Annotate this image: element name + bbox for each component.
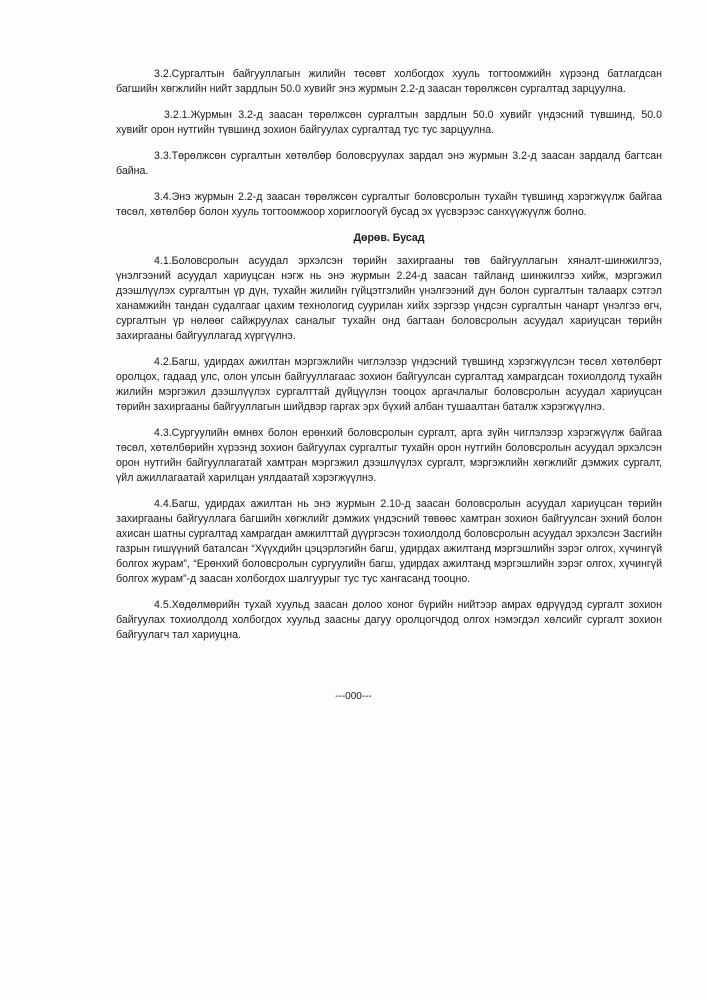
paragraph-4-5: 4.5.Хөдөлмөрийн тухай хуульд заасан долоо хоног бүрийн нийтээр амрах өдрүүдэд сургалт зохион байгуулах тохиолдолд холбогдох хуульд заасны дагуу оролцогчдод олгох нэмэгдэл хөлсийг сургалт зохион байгуулагч тал хариуцна. bbox=[116, 599, 662, 641]
paragraph-4-1: 4.1.Боловсролын асуудал эрхэлсэн төрийн захиргааны төв байгууллагын хяналт-шинжилгээ, үнэлгээний асуудал хариуцсан нэгж нь энэ журмын 2.24-д заасан тайланд шинжилгээ хийж, мэргэжил дээшлүүлэх сургалтын үр дүн, тухайн жилийн гүйцэтгэлийн үнэлгээний дүн болон сургалтын талаарх сэтгэл ханамжийн тандан судалгааг цахим технологид суурилан хийх зэргээр үндсэн сургалтын чанарт үнэлгээ өгч, сургалтын үр нөлөөг сайжруулах саналыг тухайн онд багтаан боловсролын асуудал хариуцсан төрийн захиргааны байгууллагад хүргүүлнэ. bbox=[116, 255, 662, 342]
paragraph-3-2: 3.2.Сургалтын байгууллагын жилийн төсөвт холбогдох хууль тогтоомжийн хүрээнд батлагдсан багшийн хөгжлийн нийт зардлын 50.0 хувийг энэ журмын 2.2-д заасан төрөлжсөн сургалтад зарцуулна. bbox=[116, 68, 662, 95]
paragraph-3-4: 3.4.Энэ журмын 2.2-д заасан төрөлжсөн сургалтыг боловсролын тухайн түвшинд хэрэгжүүлж байгаа төсөл, хөтөлбөр болон хууль тогтоомжоор хориглоогүй бусад эх үүсвэрээс санхүүжүүлж болно. bbox=[116, 191, 662, 218]
paragraph-4-3: 4.3.Сургуулийн өмнөх болон ерөнхий боловсролын сургалт, арга зүйн чиглэлээр хэрэгжүүлж байгаа төсөл, хөтөлбөрийн хүрээнд зохион байгуулах сургалтыг тухайн орон нутгийн боловсролын асуудал эрхэлсэн орон нутгийн байгууллагатай хамтран мэргэжил дээшлүүлэх сургалт, мэргэжлийн хөгжлийг дэмжих сургалт, үйл ажиллагаатай харилцан уялдаатай хэрэгжүүлнэ. bbox=[116, 427, 662, 484]
paragraph-3-3: 3.3.Төрөлжсөн сургалтын хөтөлбөр боловсруулах зардал энэ журмын 3.2-д заасан зардалд багтсан байна. bbox=[116, 150, 662, 177]
end-of-document-mark: ---000--- bbox=[335, 691, 372, 702]
paragraph-3-2-1: 3.2.1.Журмын 3.2-д заасан төрөлжсөн сургалтын зардлын 50.0 хувийг үндэсний түвшинд, 50.0 хувийг орон нутгийн түвшинд зохион байгуулах сургалтад тус тус зарцуулна. bbox=[116, 109, 662, 136]
section-heading-other: Дөрөв. Бусад bbox=[353, 232, 425, 244]
paragraph-4-4: 4.4.Багш, удирдах ажилтан нь энэ журмын 2.10-д заасан боловсролын асуудал хариуцсан төрийн захиргааны байгууллага багшийн хөгжлийг дэмжих үндэсний төвөөс хамтран зохион байгуулсан эхний болон ахисан шатны сургалтад хамрагдан амжилттай дүүргэсэн тохиолдолд боловсролын асуудал эрхэлсэн Засгийн газрын гишүүний баталсан “Хүүхдийн цэцэрлэгийн багш, удирдах ажилтанд мэргэшлийн зэрэг олгох, хүчингүй болгох журам”, “Ерөнхий боловсролын сургуулийн багш, удирдах ажилтанд мэргэшлийн зэрэг олгох, хүчингүй болгох журам”-д заасан холбогдох шалгуурыг тус тус хангасанд тооцно. bbox=[116, 498, 662, 585]
paragraph-4-2: 4.2.Багш, удирдах ажилтан мэргэжлийн чиглэлээр үндэсний түвшинд хэрэгжүүлсэн төсөл хөтөлбөрт оролцох, гадаад улс, олон улсын байгууллагаас зохион байгуулсан сургалтад хамрагдсан тохиолдолд тухайн жилийн мэргэжил дээшлүүлэх сургалттай дүйцүүлэн тооцох аргачлалыг боловсролын асуудал хариуцсан төрийн захиргааны байгууллагын шийдвэр гаргах эрх бүхий албан тушаалтан баталж хэрэгжүүлнэ. bbox=[116, 356, 662, 413]
document-body bbox=[116, 67, 662, 654]
